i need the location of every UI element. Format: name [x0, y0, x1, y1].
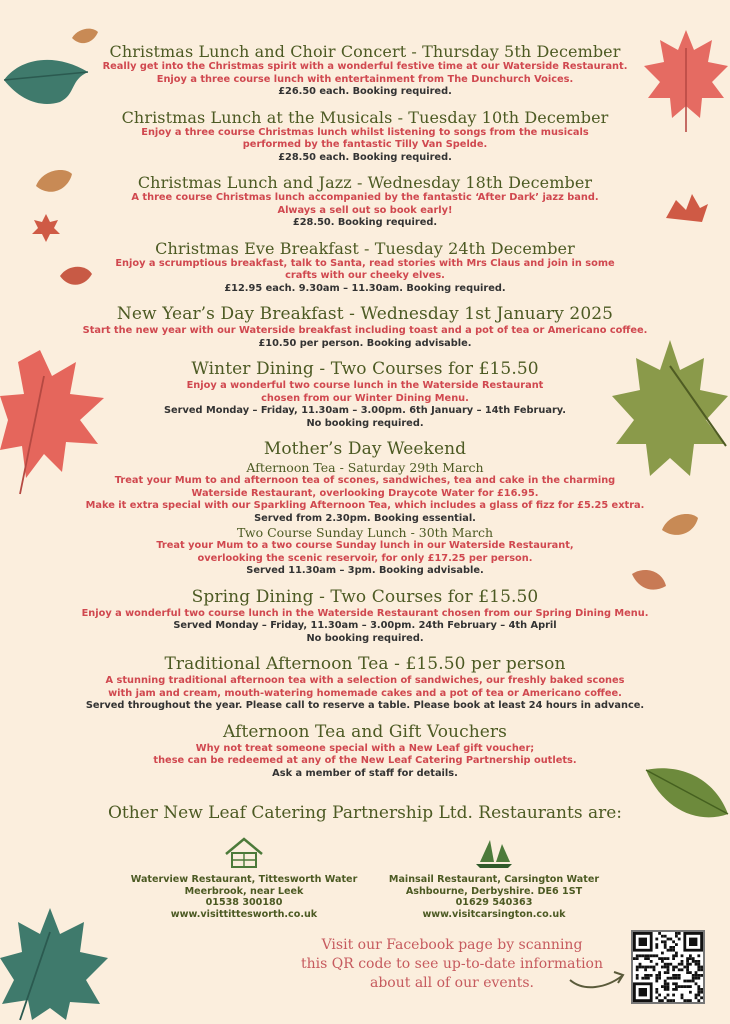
event-desc: Start the new year with our Waterside breakfast including toast and a pot of tea or Americano coffee. — [82, 325, 648, 336]
event-info: £26.50 each. Booking required. — [278, 86, 452, 97]
event-desc: Enjoy a wonderful two course lunch in the Waterside Restaurant — [186, 380, 544, 391]
event-desc: Really get into the Christmas spirit with a wonderful festive time at our Waterside Restaurant. — [102, 61, 628, 72]
event-new-year — [40, 304, 690, 350]
event-title: Traditional Afternoon Tea - £15.50 per person — [164, 654, 566, 674]
restaurant-website: www.visittittesworth.co.uk — [170, 908, 318, 920]
event-info: Served throughout the year. Please call to reserve a table. Please book at least 24 hours in advance. — [85, 700, 645, 711]
event-winter-dining — [40, 359, 690, 430]
event-desc: Always a sell out so book early! — [277, 204, 453, 216]
event-desc: crafts with our cheeky elves. — [285, 270, 445, 281]
event-title: New Year’s Day Breakfast - Wednesday 1st January 2025 — [116, 304, 614, 324]
event-choir — [40, 42, 690, 99]
event-title: Christmas Lunch and Choir Concert - Thursday 5th December — [109, 42, 621, 61]
event-title: Mother’s Day Weekend — [263, 439, 467, 459]
qr-pattern — [633, 932, 703, 1002]
event-info: No booking required. — [306, 417, 424, 429]
event-desc: Treat your Mum to a two course Sunday lunch in our Waterside Restaurant, — [156, 540, 574, 551]
facebook-line: about all of our events. — [370, 975, 534, 991]
event-jazz — [40, 173, 690, 230]
event-info: Ask a member of staff for details. — [272, 767, 458, 779]
event-afternoon-tea — [40, 654, 690, 713]
sailboat-logo-icon — [472, 836, 516, 870]
arrow-icon — [566, 962, 628, 992]
event-gift-vouchers — [40, 722, 690, 781]
restaurant-phone: 01629 540363 — [455, 897, 533, 909]
restaurant-mainsail — [364, 836, 624, 920]
event-desc: performed by the fantastic Tilly Van Spelde. — [242, 139, 488, 150]
event-title: Christmas Lunch and Jazz - Wednesday 18th December — [137, 173, 593, 192]
event-desc: Enjoy a wonderful two course lunch in the Waterside Restaurant chosen from our Spring Dining Menu. — [81, 607, 649, 619]
event-desc: with jam and cream, mouth-watering homemade cakes and a pot of tea or Americano coffee. — [108, 687, 622, 699]
event-info: Served from 2.30pm. Booking essential. — [254, 512, 476, 524]
event-desc: these can be redeemed at any of the New Leaf Catering Partnership outlets. — [153, 755, 577, 766]
event-desc: Make it extra special with our Sparkling Afternoon Tea, which includes a glass of fizz for £5.25 extra. — [85, 500, 645, 511]
event-spring-dining — [40, 587, 690, 646]
event-musicals — [40, 108, 690, 165]
event-title: Christmas Eve Breakfast - Tuesday 24th December — [155, 238, 575, 258]
event-info: Served Monday – Friday, 11.30am – 3.00pm. 24th February – 4th April — [173, 620, 557, 631]
event-title: Spring Dining - Two Courses for £15.50 — [191, 586, 539, 607]
event-info: £12.95 each. 9.30am – 11.30am. Booking required. — [224, 282, 506, 294]
event-info: Served Monday – Friday, 11.30am – 3.00pm. 6th January – 14th February. — [163, 405, 566, 416]
event-title: Winter Dining - Two Courses for £15.50 — [191, 359, 539, 379]
event-desc: Enjoy a scrumptious breakfast, talk to Santa, read stories with Mrs Claus and join in some — [115, 257, 615, 269]
qr-code-icon[interactable] — [631, 930, 705, 1004]
event-desc: Waterside Restaurant, overlooking Draycote Water for £16.95. — [191, 487, 539, 499]
events-list — [40, 42, 690, 789]
restaurant-address: Meerbrook, near Leek — [184, 885, 304, 897]
restaurant-phone: 01538 300180 — [205, 897, 283, 909]
other-restaurants-heading: Other New Leaf Catering Partnership Ltd. Restaurants are: — [107, 803, 623, 823]
restaurant-website: www.visitcarsington.co.uk — [422, 908, 566, 920]
event-christmas-eve — [40, 239, 690, 296]
restaurant-waterview — [114, 836, 374, 920]
event-desc: A stunning traditional afternoon tea with a selection of sandwiches, our freshly baked scones — [105, 675, 625, 686]
restaurant-name: Waterview Restaurant, Tittesworth Water — [130, 874, 358, 885]
restaurant-address: Ashbourne, Derbyshire. DE6 1ST — [405, 885, 583, 897]
event-title: Christmas Lunch at the Musicals - Tuesday 10th December — [121, 107, 609, 127]
house-logo-icon — [222, 836, 266, 870]
facebook-line: this QR code to see up-to-date information — [300, 956, 604, 972]
event-info: Served 11.30am – 3pm. Booking advisable. — [246, 565, 484, 576]
event-desc: chosen from our Winter Dining Menu. — [261, 392, 469, 404]
restaurant-name: Mainsail Restaurant, Carsington Water — [388, 874, 600, 885]
event-mothers-day — [40, 439, 690, 578]
event-desc: A three course Christmas lunch accompanied by the fantastic ‘After Dark’ jazz band. — [131, 192, 599, 203]
event-subtitle: Afternoon Tea - Saturday 29th March — [246, 460, 484, 475]
event-desc: Enjoy a three course Christmas lunch whilst listening to songs from the musicals — [141, 126, 589, 138]
event-desc: Treat your Mum to and afternoon tea of scones, sandwiches, tea and cake in the charming — [114, 475, 616, 486]
event-desc: Enjoy a three course lunch with entertainment from The Dunchurch Voices. — [156, 73, 574, 85]
event-title: Afternoon Tea and Gift Vouchers — [223, 721, 507, 742]
event-info: No booking required. — [306, 632, 424, 644]
event-info: £28.50. Booking required. — [292, 217, 438, 228]
event-subtitle: Two Course Sunday Lunch - 30th March — [237, 525, 493, 540]
leaf-icon — [0, 904, 110, 1022]
event-desc: overlooking the scenic reservoir, for only £17.25 per person. — [197, 552, 533, 564]
event-info: £10.50 per person. Booking advisable. — [258, 337, 472, 349]
facebook-line: Visit our Facebook page by scanning — [321, 937, 583, 953]
event-desc: Why not treat someone special with a New Leaf gift voucher; — [195, 742, 535, 754]
event-info: £28.50 each. Booking required. — [278, 151, 452, 163]
